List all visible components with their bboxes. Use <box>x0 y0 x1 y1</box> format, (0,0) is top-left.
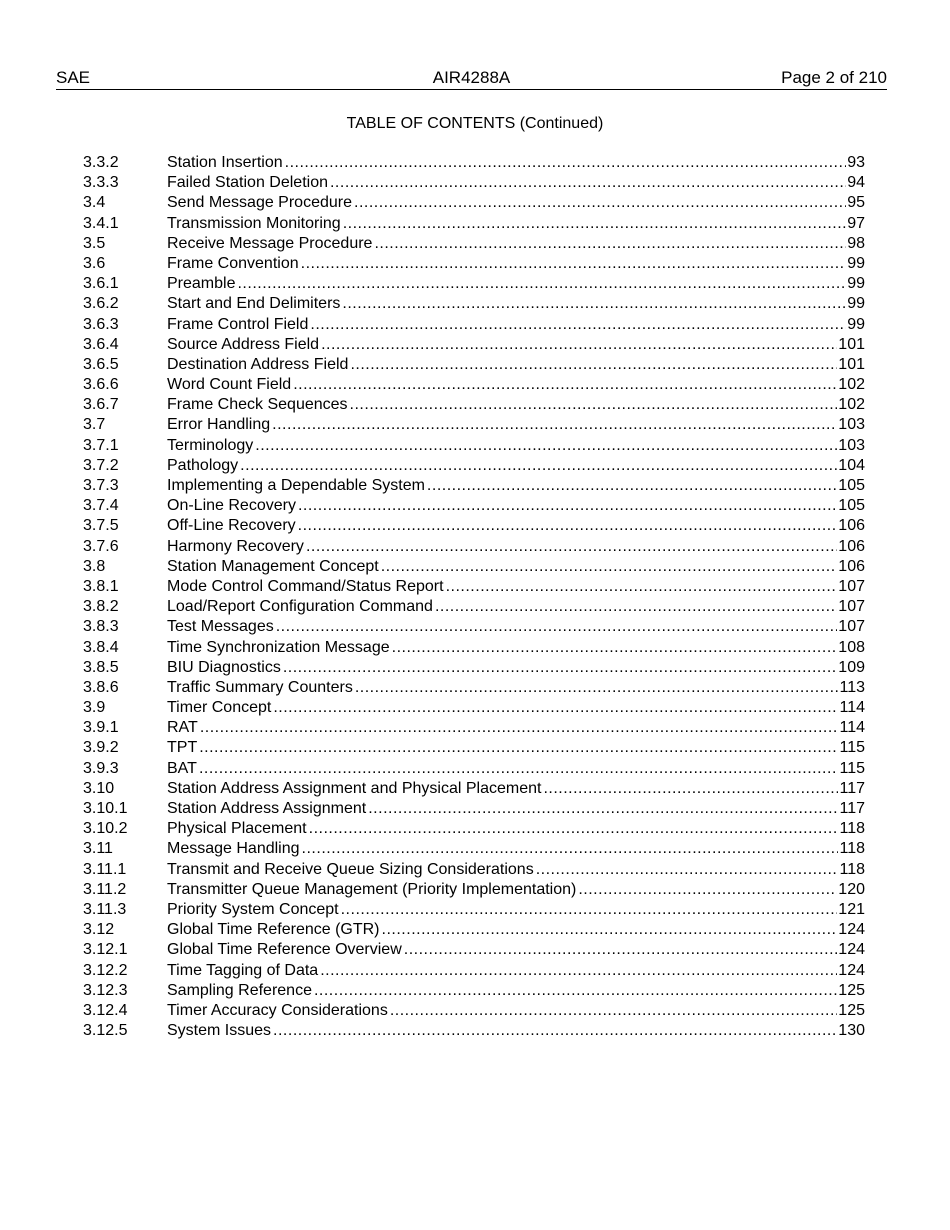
toc-entry <box>83 436 865 456</box>
toc-section-number: 3.3.2 <box>83 154 119 171</box>
toc-entry <box>83 718 865 738</box>
toc-dot-leader <box>427 476 837 496</box>
header-page-number: Page 2 of 210 <box>781 68 887 87</box>
toc-dot-leader <box>310 315 846 335</box>
toc-entry <box>83 658 865 678</box>
toc-section-title: BAT <box>167 759 197 777</box>
toc-section-title: System Issues <box>167 1022 272 1040</box>
toc-page-number: 118 <box>839 820 865 838</box>
toc-dot-leader <box>343 214 847 234</box>
toc-entry <box>83 335 865 355</box>
toc-section-number: 3.9 <box>83 699 106 717</box>
toc-section-number: 3.6 <box>83 254 106 272</box>
toc-dot-leader <box>306 537 837 557</box>
toc-section-number: 3.9.3 <box>83 759 119 777</box>
toc-section-title: Load/Report Configuration Command <box>167 598 433 616</box>
toc-page-number: 118 <box>839 840 865 858</box>
toc-section-title: Station Address Assignment and Physical Placement <box>167 779 542 797</box>
toc-entry <box>83 860 865 880</box>
toc-dot-leader <box>321 335 837 355</box>
toc-page-number: 115 <box>839 739 865 757</box>
toc-heading: TABLE OF CONTENTS (Continued) <box>346 115 604 132</box>
toc-entry <box>83 880 865 900</box>
toc-section-number: 3.9.2 <box>83 739 119 757</box>
toc-section-title: Receive Message Procedure <box>167 234 373 252</box>
toc-section-title: TPT <box>167 739 198 757</box>
toc-page-number: 106 <box>838 537 865 555</box>
toc-entry <box>83 456 865 476</box>
toc-entry <box>83 920 865 940</box>
toc-entry <box>83 759 865 779</box>
toc-page-number: 105 <box>838 497 865 515</box>
toc-section-title: Timer Concept <box>167 699 272 717</box>
toc-dot-leader <box>293 375 837 395</box>
toc-dot-leader <box>285 153 847 173</box>
toc-section-title: Time Synchronization Message <box>167 638 390 656</box>
toc-dot-leader <box>350 395 838 415</box>
toc-section-number: 3.8.6 <box>83 678 119 696</box>
toc-section-title: Pathology <box>167 456 239 474</box>
toc-entry <box>83 981 865 1001</box>
toc-page-number: 102 <box>838 376 865 394</box>
toc-dot-leader <box>237 274 846 294</box>
toc-section-number: 3.7.5 <box>83 517 119 535</box>
toc-dot-leader <box>390 1001 837 1021</box>
toc-entry <box>83 940 865 960</box>
toc-section-number: 3.7.3 <box>83 477 119 494</box>
toc-dot-leader <box>320 961 837 981</box>
toc-page-number: 98 <box>847 234 865 252</box>
toc-dot-leader <box>273 698 838 718</box>
toc-section-number: 3.10.2 <box>83 820 128 838</box>
toc-page-number: 113 <box>839 678 865 696</box>
toc-section-title: Terminology <box>167 436 254 454</box>
toc-page-number: 102 <box>838 396 865 414</box>
toc-entry <box>83 1021 865 1041</box>
toc-section-title: Send Message Procedure <box>167 194 352 212</box>
toc-dot-leader <box>355 678 839 698</box>
toc-page-number: 124 <box>838 941 865 959</box>
toc-dot-leader <box>314 981 837 1001</box>
toc-entry <box>83 214 865 234</box>
toc-entry <box>83 476 865 496</box>
toc-section-title: Priority System Concept <box>167 900 339 918</box>
toc-section-title: RAT <box>167 719 198 737</box>
toc-section-title: Station Insertion <box>167 154 283 171</box>
toc-section-title: Frame Control Field <box>167 315 309 333</box>
toc-page-number: 99 <box>847 254 865 272</box>
toc-page-number: 101 <box>838 335 865 353</box>
toc-entry <box>83 1001 865 1021</box>
toc-entry <box>83 516 865 536</box>
toc-page-number: 114 <box>839 719 865 737</box>
toc-page-number: 124 <box>838 961 865 979</box>
toc-entry <box>83 577 865 597</box>
toc-dot-leader <box>283 658 837 678</box>
toc-entry <box>83 557 865 577</box>
toc-dot-leader <box>240 456 837 476</box>
toc-dot-leader <box>255 436 837 456</box>
toc-dot-leader <box>200 718 839 738</box>
toc-page-number: 109 <box>838 658 865 676</box>
toc-section-number: 3.12.2 <box>83 961 128 979</box>
toc-section-number: 3.6.1 <box>83 275 119 293</box>
toc-entry <box>83 274 865 294</box>
toc-section-title: Frame Convention <box>167 254 299 272</box>
toc-dot-leader <box>342 294 846 314</box>
toc-page-number: 99 <box>847 315 865 333</box>
toc-section-number: 3.8.3 <box>83 618 119 636</box>
toc-section-title: BIU Diagnostics <box>167 658 281 676</box>
toc-entry <box>83 597 865 617</box>
toc-entry <box>83 375 865 395</box>
toc-page-number: 94 <box>847 174 865 192</box>
toc-section-number: 3.8.5 <box>83 658 119 676</box>
table-of-contents <box>83 153 865 1041</box>
toc-page-number: 104 <box>838 456 865 474</box>
toc-section-title: Transmission Monitoring <box>167 214 341 232</box>
toc-dot-leader <box>536 860 839 880</box>
toc-page-number: 120 <box>838 880 865 898</box>
toc-section-number: 3.6.3 <box>83 315 119 333</box>
toc-section-number: 3.8.1 <box>83 577 119 595</box>
toc-entry <box>83 254 865 274</box>
toc-section-title: Time Tagging of Data <box>167 961 319 979</box>
toc-section-number: 3.7.2 <box>83 456 119 474</box>
toc-page-number: 107 <box>838 598 865 616</box>
toc-page-number: 99 <box>847 295 865 313</box>
toc-dot-leader <box>199 759 839 779</box>
toc-dot-leader <box>330 173 846 193</box>
toc-dot-leader <box>381 557 838 577</box>
toc-section-title: Physical Placement <box>167 820 307 838</box>
toc-section-number: 3.12.3 <box>83 981 128 999</box>
toc-section-number: 3.6.7 <box>83 396 119 414</box>
toc-page-number: 108 <box>838 638 865 656</box>
toc-page-number: 124 <box>838 921 865 939</box>
toc-section-title: Preamble <box>167 275 236 293</box>
toc-entry <box>83 779 865 799</box>
toc-section-number: 3.8.2 <box>83 598 119 616</box>
toc-section-number: 3.6.2 <box>83 295 119 313</box>
toc-section-title: Global Time Reference (GTR) <box>167 921 380 939</box>
toc-entry <box>83 315 865 335</box>
toc-section-number: 3.6.4 <box>83 335 119 353</box>
toc-section-title: Frame Check Sequences <box>167 396 348 414</box>
toc-dot-leader <box>354 193 846 213</box>
toc-section-number: 3.11.3 <box>83 900 127 918</box>
toc-page-number: 117 <box>839 779 865 797</box>
toc-dot-leader <box>298 516 838 536</box>
toc-section-number: 3.7.1 <box>83 436 119 454</box>
toc-page-number: 107 <box>838 618 865 636</box>
toc-section-number: 3.10 <box>83 779 115 797</box>
toc-section-title: Global Time Reference Overview <box>167 941 402 959</box>
toc-entry <box>83 234 865 254</box>
toc-section-number: 3.7.6 <box>83 537 119 555</box>
toc-section-title: Mode Control Command/Status Report <box>167 577 444 595</box>
toc-dot-leader <box>404 940 838 960</box>
header-organization: SAE <box>56 68 91 87</box>
toc-section-number: 3.6.5 <box>83 355 119 373</box>
toc-page-number: 97 <box>847 214 865 232</box>
toc-entry <box>83 193 865 213</box>
toc-section-title: Failed Station Deletion <box>167 174 328 192</box>
toc-page-number: 125 <box>838 981 865 999</box>
toc-dot-leader <box>578 880 837 900</box>
page-header <box>56 67 887 90</box>
toc-dot-leader <box>543 779 838 799</box>
toc-entry <box>83 496 865 516</box>
toc-page-number: 99 <box>847 275 865 293</box>
toc-page-number: 93 <box>847 154 865 171</box>
toc-section-title: Traffic Summary Counters <box>167 678 353 696</box>
toc-section-number: 3.7.4 <box>83 497 119 515</box>
toc-section-title: Source Address Field <box>167 335 320 353</box>
toc-section-title: Transmit and Receive Queue Sizing Considerations <box>167 860 534 878</box>
toc-section-title: Harmony Recovery <box>167 537 304 555</box>
toc-section-title: Start and End Delimiters <box>167 295 341 313</box>
toc-section-number: 3.11.2 <box>83 880 127 898</box>
toc-entry <box>83 799 865 819</box>
toc-page-number: 117 <box>839 800 865 817</box>
toc-entry <box>83 294 865 314</box>
toc-section-title: Timer Accuracy Considerations <box>167 1001 388 1019</box>
toc-entry <box>83 900 865 920</box>
toc-dot-leader <box>435 597 837 617</box>
toc-dot-leader <box>446 577 838 597</box>
toc-section-number: 3.12.4 <box>83 1001 128 1019</box>
toc-dot-leader <box>298 496 837 516</box>
toc-page-number: 125 <box>838 1001 865 1019</box>
toc-section-title: Word Count Field <box>167 376 292 394</box>
toc-section-number: 3.6.6 <box>83 376 119 394</box>
toc-dot-leader <box>276 617 838 637</box>
toc-entry <box>83 395 865 415</box>
toc-section-number: 3.4.1 <box>83 214 119 232</box>
toc-entry <box>83 537 865 557</box>
toc-section-title: Off-Line Recovery <box>167 517 296 535</box>
toc-dot-leader <box>341 900 838 920</box>
toc-section-number: 3.11.1 <box>83 860 127 878</box>
toc-dot-leader <box>301 254 847 274</box>
toc-section-number: 3.12.1 <box>83 941 128 959</box>
toc-section-title: On-Line Recovery <box>167 497 296 515</box>
toc-page-number: 105 <box>838 477 865 494</box>
toc-page-number: 114 <box>839 699 865 717</box>
toc-dot-leader <box>273 1021 837 1041</box>
toc-page-number: 95 <box>847 194 865 212</box>
toc-page-number: 106 <box>838 517 865 535</box>
toc-dot-leader <box>350 355 837 375</box>
toc-entry <box>83 355 865 375</box>
toc-section-number: 3.5 <box>83 234 106 252</box>
toc-entry <box>83 819 865 839</box>
toc-section-title: Error Handling <box>167 416 271 434</box>
toc-section-title: Destination Address Field <box>167 355 349 373</box>
toc-section-number: 3.3.3 <box>83 174 119 192</box>
toc-entry <box>83 961 865 981</box>
toc-section-title: Station Management Concept <box>167 557 379 575</box>
toc-entry <box>83 678 865 698</box>
toc-page-number: 103 <box>838 436 865 454</box>
toc-section-number: 3.9.1 <box>83 719 119 737</box>
toc-section-title: Station Address Assignment <box>167 800 367 817</box>
toc-entry <box>83 173 865 193</box>
toc-entry <box>83 698 865 718</box>
toc-entry <box>83 638 865 658</box>
toc-dot-leader <box>199 738 838 758</box>
toc-section-number: 3.12.5 <box>83 1022 128 1040</box>
toc-entry <box>83 839 865 859</box>
toc-page-number: 130 <box>838 1022 865 1040</box>
toc-dot-leader <box>302 839 839 859</box>
toc-dot-leader <box>368 799 838 819</box>
toc-page-number: 118 <box>839 860 865 878</box>
toc-page-number: 103 <box>838 416 865 434</box>
toc-page-number: 107 <box>838 577 865 595</box>
toc-entry <box>83 617 865 637</box>
toc-entry <box>83 153 865 173</box>
toc-dot-leader <box>272 415 837 435</box>
toc-dot-leader <box>309 819 839 839</box>
toc-dot-leader <box>374 234 846 254</box>
toc-section-title: Sampling Reference <box>167 981 312 999</box>
toc-section-title: Implementing a Dependable System <box>167 477 425 494</box>
toc-page-number: 115 <box>839 759 865 777</box>
toc-dot-leader <box>392 638 838 658</box>
toc-section-title: Test Messages <box>167 618 274 636</box>
header-document-id: AIR4288A <box>432 68 511 87</box>
toc-section-title: Message Handling <box>167 840 300 858</box>
toc-section-number: 3.8.4 <box>83 638 119 656</box>
toc-page-number: 106 <box>838 557 865 575</box>
toc-page-number: 101 <box>838 355 865 373</box>
toc-section-number: 3.10.1 <box>83 800 128 817</box>
toc-section-number: 3.12 <box>83 921 115 939</box>
toc-dot-leader <box>382 920 838 940</box>
toc-entry <box>83 738 865 758</box>
toc-page-number: 121 <box>838 900 865 918</box>
toc-section-number: 3.8 <box>83 557 106 575</box>
toc-section-number: 3.7 <box>83 416 106 434</box>
toc-entry <box>83 415 865 435</box>
toc-section-number: 3.11 <box>83 840 113 858</box>
toc-section-title: Transmitter Queue Management (Priority Implementation) <box>167 880 577 898</box>
toc-section-number: 3.4 <box>83 194 106 212</box>
